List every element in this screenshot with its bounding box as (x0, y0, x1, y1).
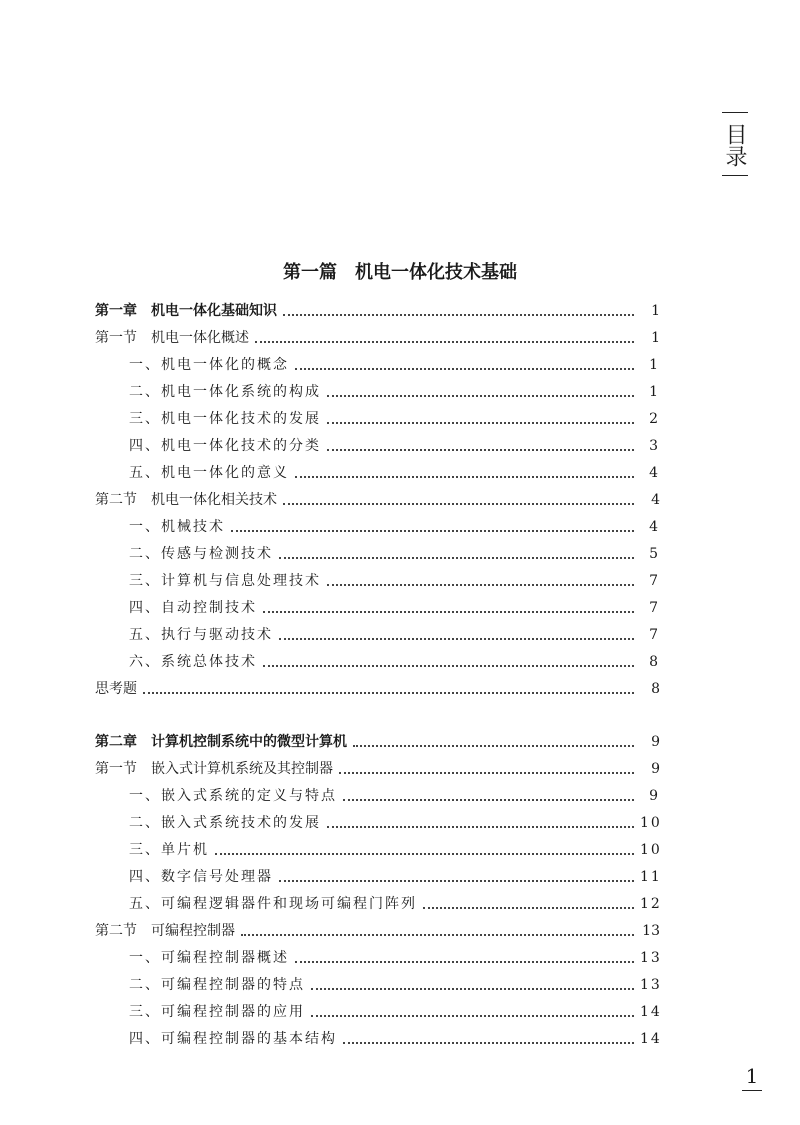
toc-entry-page: 5 (649, 546, 660, 562)
toc-entry-item[interactable] (95, 568, 660, 595)
toc-entry-title: 机电一体化基础知识 (151, 303, 277, 319)
leader-dots (295, 367, 634, 370)
leader-dots (279, 637, 634, 640)
toc-entry-page: 10 (640, 842, 662, 858)
leader-dots (255, 340, 634, 343)
toc-entry-title: 六、系统总体技术 (129, 654, 257, 670)
leader-dots (339, 771, 634, 774)
toc-entry-page: 8 (649, 654, 660, 670)
leader-dots (353, 744, 634, 747)
page-number-text: 1 (745, 1064, 759, 1088)
toc-entry-title: 四、数字信号处理器 (129, 869, 273, 885)
part-title (0, 258, 800, 284)
toc-entry-title: 嵌入式计算机系统及其控制器 (151, 761, 333, 777)
toc-entry-title: 一、机械技术 (129, 519, 225, 535)
toc-entry-title: 五、可编程逻辑器件和现场可编程门阵列 (129, 896, 417, 912)
toc-entry-title: 二、传感与检测技术 (129, 546, 273, 562)
toc-entry-page: 1 (651, 303, 660, 319)
leader-dots (279, 556, 634, 559)
toc-entry-chapter[interactable] (95, 298, 660, 325)
toc-entry-number: 第二章 (95, 734, 137, 750)
leader-dots (423, 906, 634, 909)
leader-dots (295, 475, 634, 478)
toc-entry-page: 13 (642, 923, 660, 939)
toc-entry-item[interactable] (95, 1026, 660, 1053)
toc-entry-item[interactable] (95, 595, 660, 622)
leader-dots (283, 313, 634, 316)
toc-entry-page: 14 (640, 1004, 662, 1020)
toc-entry-section[interactable] (95, 756, 660, 783)
toc-entry-page: 7 (649, 573, 660, 589)
toc-entry-item[interactable] (95, 541, 660, 568)
toc-entry-page: 12 (640, 896, 662, 912)
toc-entry-item[interactable] (95, 649, 660, 676)
toc-entry-item[interactable] (95, 945, 660, 972)
leader-dots (311, 1014, 634, 1017)
toc-entry-title: 三、单片机 (129, 842, 209, 858)
leader-dots (311, 987, 634, 990)
leader-dots (343, 798, 634, 801)
toc-entry-title: 一、机电一体化的概念 (129, 357, 289, 373)
toc-entry-title: 二、机电一体化系统的构成 (129, 384, 321, 400)
leader-dots (327, 583, 634, 586)
leader-dots (263, 610, 634, 613)
toc-entry-page: 1 (651, 330, 660, 346)
toc-entry-page: 1 (649, 384, 660, 400)
toc-entry-title: 四、自动控制技术 (129, 600, 257, 616)
toc-entry-item[interactable] (95, 352, 660, 379)
toc-entry-title: 机电一体化概述 (151, 330, 249, 346)
toc-entry-page: 8 (651, 681, 660, 697)
toc-entry-section[interactable] (95, 918, 660, 945)
leader-dots (327, 825, 634, 828)
toc-entry-page: 1 (649, 357, 660, 373)
leader-dots (327, 394, 634, 397)
toc-entry-page: 7 (649, 627, 660, 643)
page-number-rule (742, 1090, 762, 1091)
toc-entry-page: 9 (651, 761, 660, 777)
toc-entry-page: 3 (649, 438, 660, 454)
toc-entry-page: 4 (651, 492, 660, 508)
toc-entry-item[interactable] (95, 999, 660, 1026)
toc-entry-page: 14 (640, 1031, 662, 1047)
toc-entry-item[interactable] (95, 783, 660, 810)
leader-dots (343, 1041, 634, 1044)
toc-entry-title: 二、嵌入式系统技术的发展 (129, 815, 321, 831)
toc-entry-item[interactable] (95, 864, 660, 891)
toc-entry-item[interactable] (95, 972, 660, 999)
toc-entry-page: 4 (649, 519, 660, 535)
toc-entry-section[interactable] (95, 487, 660, 514)
toc-entry-title: 三、机电一体化技术的发展 (129, 411, 321, 427)
leader-dots (279, 879, 634, 882)
toc-entry-item[interactable] (95, 514, 660, 541)
toc-header-tab: 目录 (722, 112, 748, 176)
leader-dots (231, 529, 634, 532)
part-name: 机电一体化技术基础 (355, 262, 517, 283)
leader-dots (241, 933, 634, 936)
toc-entry-page: 4 (649, 465, 660, 481)
leader-dots (283, 502, 634, 505)
leader-dots (327, 421, 634, 424)
toc-entry-plain[interactable] (95, 676, 660, 703)
toc-entry-number: 第一节 (95, 761, 137, 777)
leader-dots (215, 852, 634, 855)
leader-dots (295, 960, 634, 963)
toc-entry-item[interactable] (95, 891, 660, 918)
toc-entry-title: 四、可编程控制器的基本结构 (129, 1031, 337, 1047)
toc-entry-number: 第一节 (95, 330, 137, 346)
toc-entry-title: 三、计算机与信息处理技术 (129, 573, 321, 589)
toc-entry-title: 三、可编程控制器的应用 (129, 1004, 305, 1020)
toc-entry-title: 计算机控制系统中的微型计算机 (151, 734, 347, 750)
leader-dots (263, 664, 634, 667)
toc-entry-item[interactable] (95, 433, 660, 460)
table-of-contents (95, 298, 660, 1053)
toc-entry-section[interactable] (95, 325, 660, 352)
toc-entry-page: 2 (649, 411, 660, 427)
toc-entry-number: 第二节 (95, 923, 137, 939)
toc-entry-item[interactable] (95, 622, 660, 649)
toc-entry-chapter[interactable] (95, 729, 660, 756)
toc-entry-title: 机电一体化相关技术 (151, 492, 277, 508)
toc-entry-number: 第二节 (95, 492, 137, 508)
toc-entry-page: 13 (640, 950, 662, 966)
toc-entry-item[interactable] (95, 837, 660, 864)
toc-entry-page: 13 (640, 977, 662, 993)
toc-entry-item[interactable] (95, 810, 660, 837)
leader-dots (143, 691, 634, 694)
toc-entry-item[interactable] (95, 406, 660, 433)
toc-entry-title: 四、机电一体化技术的分类 (129, 438, 321, 454)
toc-entry-page: 11 (640, 869, 662, 885)
toc-entry-page: 10 (640, 815, 662, 831)
toc-entry-page: 9 (649, 788, 660, 804)
toc-entry-number: 第一章 (95, 303, 137, 319)
toc-entry-title: 五、机电一体化的意义 (129, 465, 289, 481)
toc-entry-title: 五、执行与驱动技术 (129, 627, 273, 643)
part-number: 第一篇 (283, 262, 337, 283)
toc-entry-page: 7 (649, 600, 660, 616)
toc-entry-item[interactable] (95, 379, 660, 406)
page-number (742, 1064, 762, 1088)
leader-dots (327, 448, 634, 451)
toc-entry-title: 一、嵌入式系统的定义与特点 (129, 788, 337, 804)
toc-entry-title: 思考题 (95, 681, 137, 697)
toc-entry-title: 可编程控制器 (151, 923, 235, 939)
toc-entry-title: 一、可编程控制器概述 (129, 950, 289, 966)
toc-entry-item[interactable] (95, 460, 660, 487)
toc-entry-page: 9 (651, 734, 660, 750)
toc-entry-title: 二、可编程控制器的特点 (129, 977, 305, 993)
